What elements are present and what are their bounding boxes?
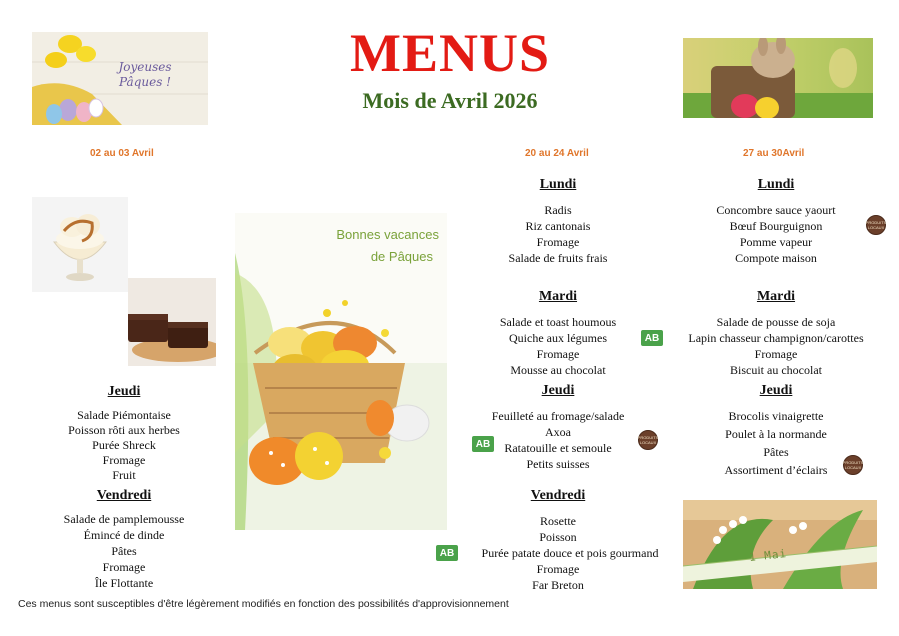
dish-item: Assortiment d’éclairs xyxy=(724,463,828,477)
dish-item: Riz cantonais xyxy=(525,219,591,233)
day-heading: Mardi xyxy=(538,289,578,304)
day-heading: Lundi xyxy=(539,177,577,192)
organic-ab-badge: AB xyxy=(436,545,458,561)
day-heading: Mardi xyxy=(756,289,796,304)
dish-item: Salade de pamplemousse xyxy=(63,512,185,526)
easter-card-greeting-1: Bonnes vacances xyxy=(336,227,439,242)
brownie-image xyxy=(128,278,216,366)
week1-jeudi xyxy=(44,384,204,483)
dish-item: Ratatouille et semoule xyxy=(504,441,612,455)
week-label-4: 27 au 30Avril xyxy=(743,148,805,159)
easter-basket-card xyxy=(235,213,447,530)
day-heading: Vendredi xyxy=(530,488,586,503)
week-label-3: 20 au 24 Avril xyxy=(525,148,589,159)
may-day-ribbon-text: 1 Mai xyxy=(748,547,788,564)
dish-item: Mousse au chocolat xyxy=(510,363,606,377)
week4-mardi xyxy=(676,289,876,378)
dish-item: Compote maison xyxy=(735,251,817,265)
day-heading: Jeudi xyxy=(759,383,793,398)
dish-item: Pomme vapeur xyxy=(739,235,813,249)
dish-item: Fromage xyxy=(536,562,580,576)
dish-item: Bœuf Bourguignon xyxy=(729,219,823,233)
easter-greeting-image xyxy=(32,32,208,125)
dish-item: Feuilleté au fromage/salade xyxy=(491,409,625,423)
dish-item: Fromage xyxy=(754,347,798,361)
dish-item: Quiche aux légumes xyxy=(509,331,607,345)
week3-lundi xyxy=(468,177,648,266)
dish-item: Salade et toast houmous xyxy=(499,315,617,329)
dish-item: Petits suisses xyxy=(526,457,590,471)
dish-item: Fruit xyxy=(112,468,136,482)
menu-title: MENUS xyxy=(349,23,550,83)
dish-item: Salade de fruits frais xyxy=(508,251,608,265)
bunny-image xyxy=(683,38,873,118)
day-heading: Jeudi xyxy=(541,383,575,398)
week1-vendredi xyxy=(44,488,204,591)
organic-ab-badge: AB xyxy=(472,436,494,452)
dish-item: Fromage xyxy=(102,560,146,574)
easter-card-greeting-2: de Pâques xyxy=(370,249,433,264)
dish-item: Salade de pousse de soja xyxy=(716,315,836,329)
dish-item: Biscuit au chocolat xyxy=(730,363,822,377)
dish-item: Émincé de dinde xyxy=(83,528,165,542)
dish-item: Poisson xyxy=(539,530,577,544)
ice-cream-sundae-image xyxy=(32,197,128,292)
day-heading: Lundi xyxy=(757,177,795,192)
local-products-badge: PRODUITS LOCAUX xyxy=(866,215,886,235)
dish-item: Purée Shreck xyxy=(92,438,156,452)
easter-greeting-text: Joyeuses Pâques ! xyxy=(118,60,172,89)
dish-item: Poulet à la normande xyxy=(725,427,827,441)
week-label-1: 02 au 03 Avril xyxy=(90,148,154,159)
dish-item: Poisson rôti aux herbes xyxy=(68,423,180,437)
organic-ab-badge: AB xyxy=(641,330,663,346)
dish-item: Fromage xyxy=(536,235,580,249)
week3-vendredi xyxy=(448,488,668,593)
dish-item: Purée patate douce et pois gourmand xyxy=(481,546,659,560)
dish-item: Brocolis vinaigrette xyxy=(728,409,824,423)
dish-item: Concombre sauce yaourt xyxy=(716,203,836,217)
day-heading: Jeudi xyxy=(107,384,141,399)
day-heading: Vendredi xyxy=(96,488,152,503)
dish-item: Pâtes xyxy=(111,544,137,558)
local-products-badge: PRODUITS LOCAUX xyxy=(638,430,658,450)
local-products-badge: PRODUITS LOCAUX xyxy=(843,455,863,475)
dish-item: Rosette xyxy=(540,514,576,528)
week3-mardi xyxy=(468,289,648,378)
dish-item: Salade Piémontaise xyxy=(77,408,171,422)
footer-disclaimer: Ces menus sont susceptibles d'être légèrement modifiés en fonction des possibilités d'approvisionnement xyxy=(18,598,509,610)
dish-item: Axoa xyxy=(545,425,571,439)
dish-item: Fromage xyxy=(102,453,146,467)
dish-item: Radis xyxy=(544,203,572,217)
dish-item: Pâtes xyxy=(763,445,789,459)
dish-item: Lapin chasseur champignon/carottes xyxy=(688,331,864,345)
menu-subtitle: Mois de Avril 2026 xyxy=(362,88,538,113)
dish-item: Far Breton xyxy=(532,578,584,592)
dish-item: Île Flottante xyxy=(94,576,154,590)
dish-item: Fromage xyxy=(536,347,580,361)
week4-lundi xyxy=(676,177,876,266)
lily-of-the-valley-image xyxy=(683,500,877,589)
week3-jeudi xyxy=(468,383,648,472)
